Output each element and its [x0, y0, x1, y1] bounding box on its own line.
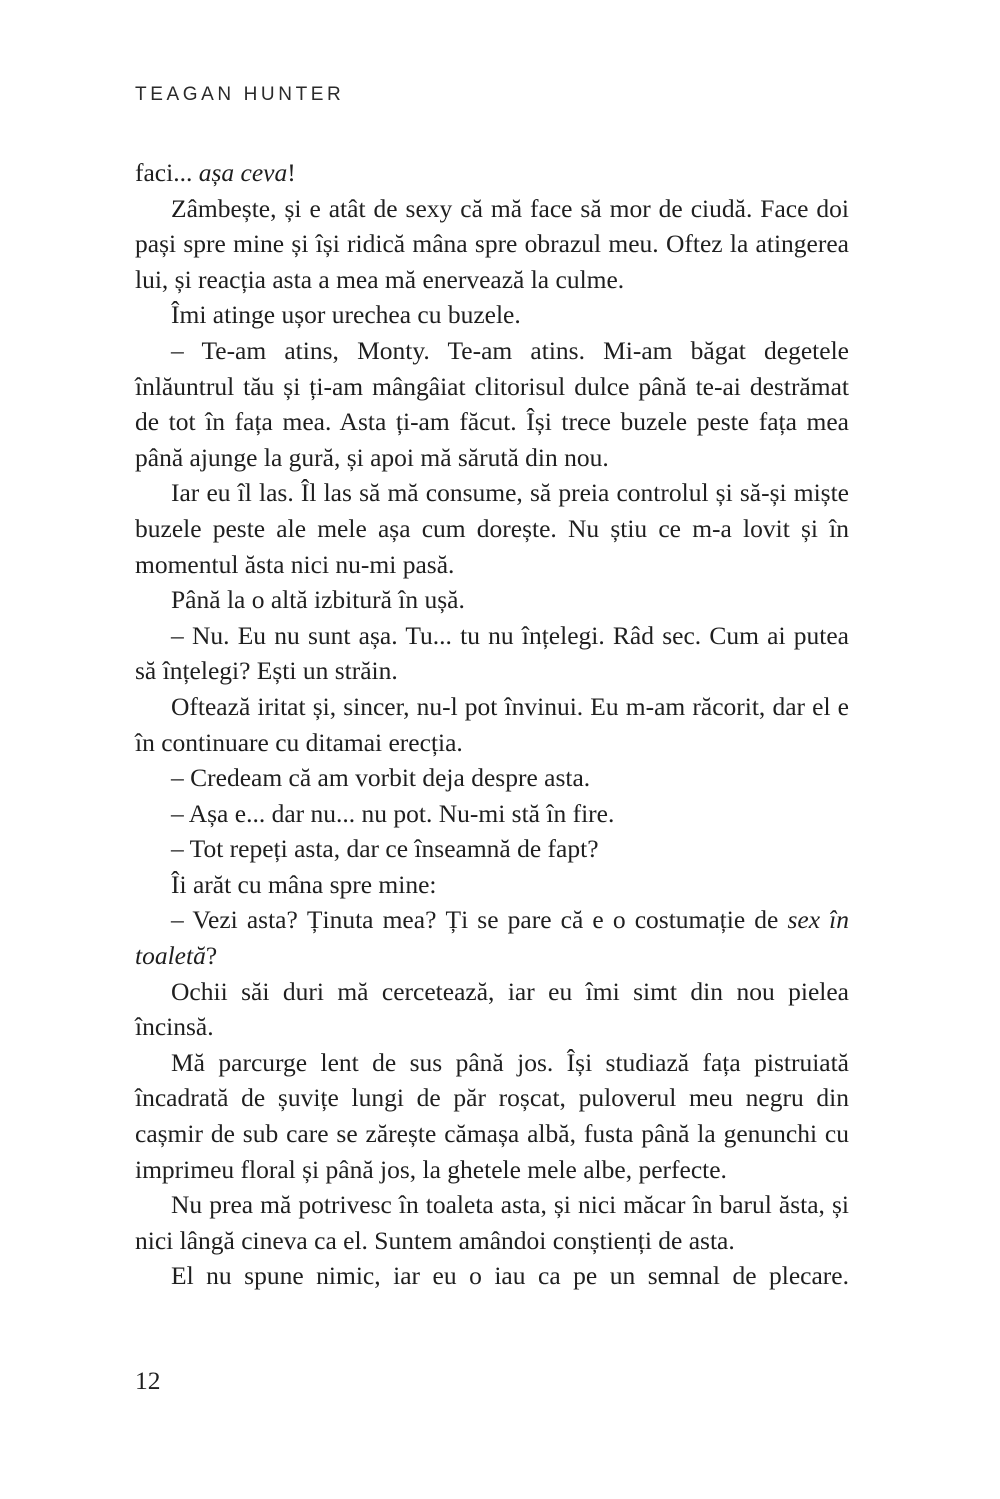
paragraph: [135, 867, 849, 903]
paragraph-text: faci...: [135, 158, 199, 187]
paragraph: [135, 618, 849, 689]
paragraph: [135, 191, 849, 298]
body-text: [135, 155, 849, 1294]
paragraph: [135, 582, 849, 618]
paragraph: [135, 689, 849, 760]
paragraph: [135, 902, 849, 973]
paragraph-text: Mă parcurge lent de sus până jos. Își studiază fața pistruiată încadrată de șuvițe lungi de păr roșcat, puloverul meu negru din cașmir de sub care se zărește cămașa albă, fusta până la genunchi cu imprimeu floral și până jos, la ghetele mele albe, perfecte.: [135, 1047, 849, 1184]
paragraph-text: – Vezi asta? Ținuta mea? Ți se pare că e o costumație de: [171, 905, 788, 935]
paragraph: [135, 155, 849, 191]
paragraph-text: Zâmbește, și e atât de sexy că mă face să mor de ciudă. Face doi pași spre mine și își ridică mâna spre obrazul meu. Oftez la atingerea lui, și reacția asta a mea mă enervează la culme.: [135, 193, 849, 294]
paragraph: [135, 831, 849, 867]
paragraph-text: Iar eu îl las. Îl las să mă consume, să preia controlul și să-și miște buzele peste ale mele așa cum dorește. Nu știu ce m-a lovit și în momentul ăsta nici nu-mi pasă.: [135, 478, 849, 579]
paragraph-text: – Tot repeți asta, dar ce înseamnă de fapt?: [171, 834, 599, 864]
paragraph: [135, 760, 849, 796]
paragraph-text: El nu spune nimic, iar eu o iau ca pe un semnal de plecare.: [171, 1261, 849, 1291]
paragraph-text: – Te-am atins, Monty. Te-am atins. Mi-am băgat degetele înlăuntrul tău și ți-am mângâiat clitorisul dulce până te-ai destrămat de tot în fața mea. Asta ți-am făcut. Își trece buzele peste fața mea până ajunge la gură, și apoi mă sărută din nou.: [135, 335, 849, 472]
paragraph-text: Până la o altă izbitură în ușă.: [171, 585, 465, 615]
paragraph-text-italic: așa ceva: [198, 158, 288, 187]
paragraph-text: – Nu. Eu nu sunt așa. Tu... tu nu înțelegi. Râd sec. Cum ai putea să înțelegi? Ești un străin.: [135, 620, 849, 686]
page-number: 12: [135, 1366, 161, 1395]
paragraph-text: Îmi atinge ușor urechea cu buzele.: [171, 300, 521, 330]
paragraph: [135, 333, 849, 475]
paragraph: [135, 796, 849, 832]
paragraph-text: ?: [205, 941, 218, 971]
paragraph: [135, 974, 849, 1045]
running-head: TEAGAN HUNTER: [135, 84, 345, 105]
paragraph: [135, 475, 849, 582]
paragraph: [135, 1045, 849, 1187]
paragraph-text: – Așa e... dar nu... nu pot. Nu-mi stă în fire.: [171, 798, 615, 828]
paragraph-text: Ochii săi duri mă cercetează, iar eu îmi simt din nou pielea încinsă.: [135, 976, 849, 1042]
paragraph: [135, 297, 849, 333]
paragraph-text: Nu prea mă potrivesc în toaleta asta, și nici măcar în barul ăsta, și nici lângă cineva ca el. Suntem amândoi conștienți de asta.: [135, 1190, 849, 1255]
paragraph-text: !: [287, 158, 296, 187]
paragraph-text: Oftează iritat și, sincer, nu-l pot învinui. Eu m-am răcorit, dar el e în continuare cu ditamai erecția.: [135, 691, 849, 757]
paragraph: [135, 1187, 849, 1258]
paragraph-text: – Credeam că am vorbit deja despre asta.: [171, 763, 591, 793]
paragraph: [135, 1258, 849, 1294]
paragraph-text: Îi arăt cu mâna spre mine:: [171, 869, 437, 899]
paragraph-text-italic: sex în toaletă: [135, 905, 849, 971]
